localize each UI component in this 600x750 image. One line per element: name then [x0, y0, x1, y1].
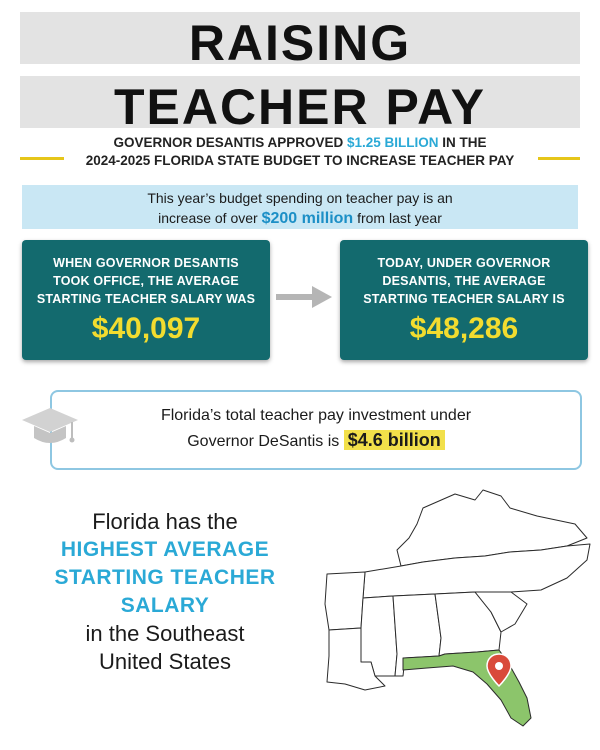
- salary-now-card: [340, 240, 588, 360]
- salary-then-card: [22, 240, 270, 360]
- right-arrow-icon: [276, 286, 332, 308]
- investment-text-pre: Governor DeSantis is: [187, 433, 344, 450]
- salary-then-text-2: TOOK OFFICE, THE AVERAGE: [53, 274, 239, 288]
- approval-amount: $1.25 BILLION: [347, 135, 439, 150]
- approval-text-post: IN THE: [438, 135, 487, 150]
- budget-text-pre: increase of over: [158, 210, 262, 226]
- map-state-arkansas: [325, 572, 365, 630]
- southeast-text-2: in the Southeast: [85, 621, 245, 646]
- southeast-text-1: Florida has the: [92, 509, 238, 534]
- title-band-2: [20, 76, 580, 135]
- investment-text-line1: Florida’s total teacher pay investment under: [160, 407, 472, 424]
- divider-right: [538, 157, 580, 160]
- budget-text-post: from last year: [353, 210, 442, 226]
- graduation-cap-icon: [20, 402, 80, 452]
- salary-now-text-2: DESANTIS, THE AVERAGE: [382, 274, 546, 288]
- salary-then-text-3: STARTING TEACHER SALARY WAS: [36, 292, 256, 306]
- page-title-line2: TEACHER PAY: [113, 79, 487, 135]
- southeast-us-map: [305, 486, 595, 731]
- salary-then-amount: $40,097: [91, 312, 201, 345]
- salary-now-text-1: TODAY, UNDER GOVERNOR: [377, 256, 551, 270]
- budget-text-line1: This year’s budget spending on teacher pay is an: [147, 190, 453, 206]
- salary-now-text-3: STARTING TEACHER SALARY IS: [363, 292, 565, 306]
- southeast-highlight-2: STARTING TEACHER: [54, 566, 276, 589]
- investment-amount: $4.6 billion: [344, 430, 445, 450]
- page-title-line1: RAISING: [188, 15, 412, 71]
- approval-text-pre: GOVERNOR DESANTIS APPROVED: [113, 135, 347, 150]
- southeast-highlight-1: HIGHEST AVERAGE: [60, 538, 270, 561]
- budget-approval-statement: [20, 134, 580, 170]
- salary-then-text-1: WHEN GOVERNOR DESANTIS: [53, 256, 239, 270]
- southeast-statement: [30, 508, 300, 676]
- map-state-florida: [403, 650, 531, 726]
- title-band-1: [20, 12, 580, 71]
- divider-left: [20, 157, 64, 160]
- approval-text-line2: 2024-2025 FLORIDA STATE BUDGET TO INCREASE TEACHER PAY: [85, 153, 515, 168]
- budget-increase-banner: [22, 185, 578, 229]
- salary-now-amount: $48,286: [409, 312, 519, 345]
- southeast-highlight-3: SALARY: [120, 594, 210, 617]
- southeast-text-3: United States: [98, 649, 232, 674]
- budget-increase-amount: $200 million: [261, 210, 354, 227]
- total-investment-box: [50, 390, 582, 470]
